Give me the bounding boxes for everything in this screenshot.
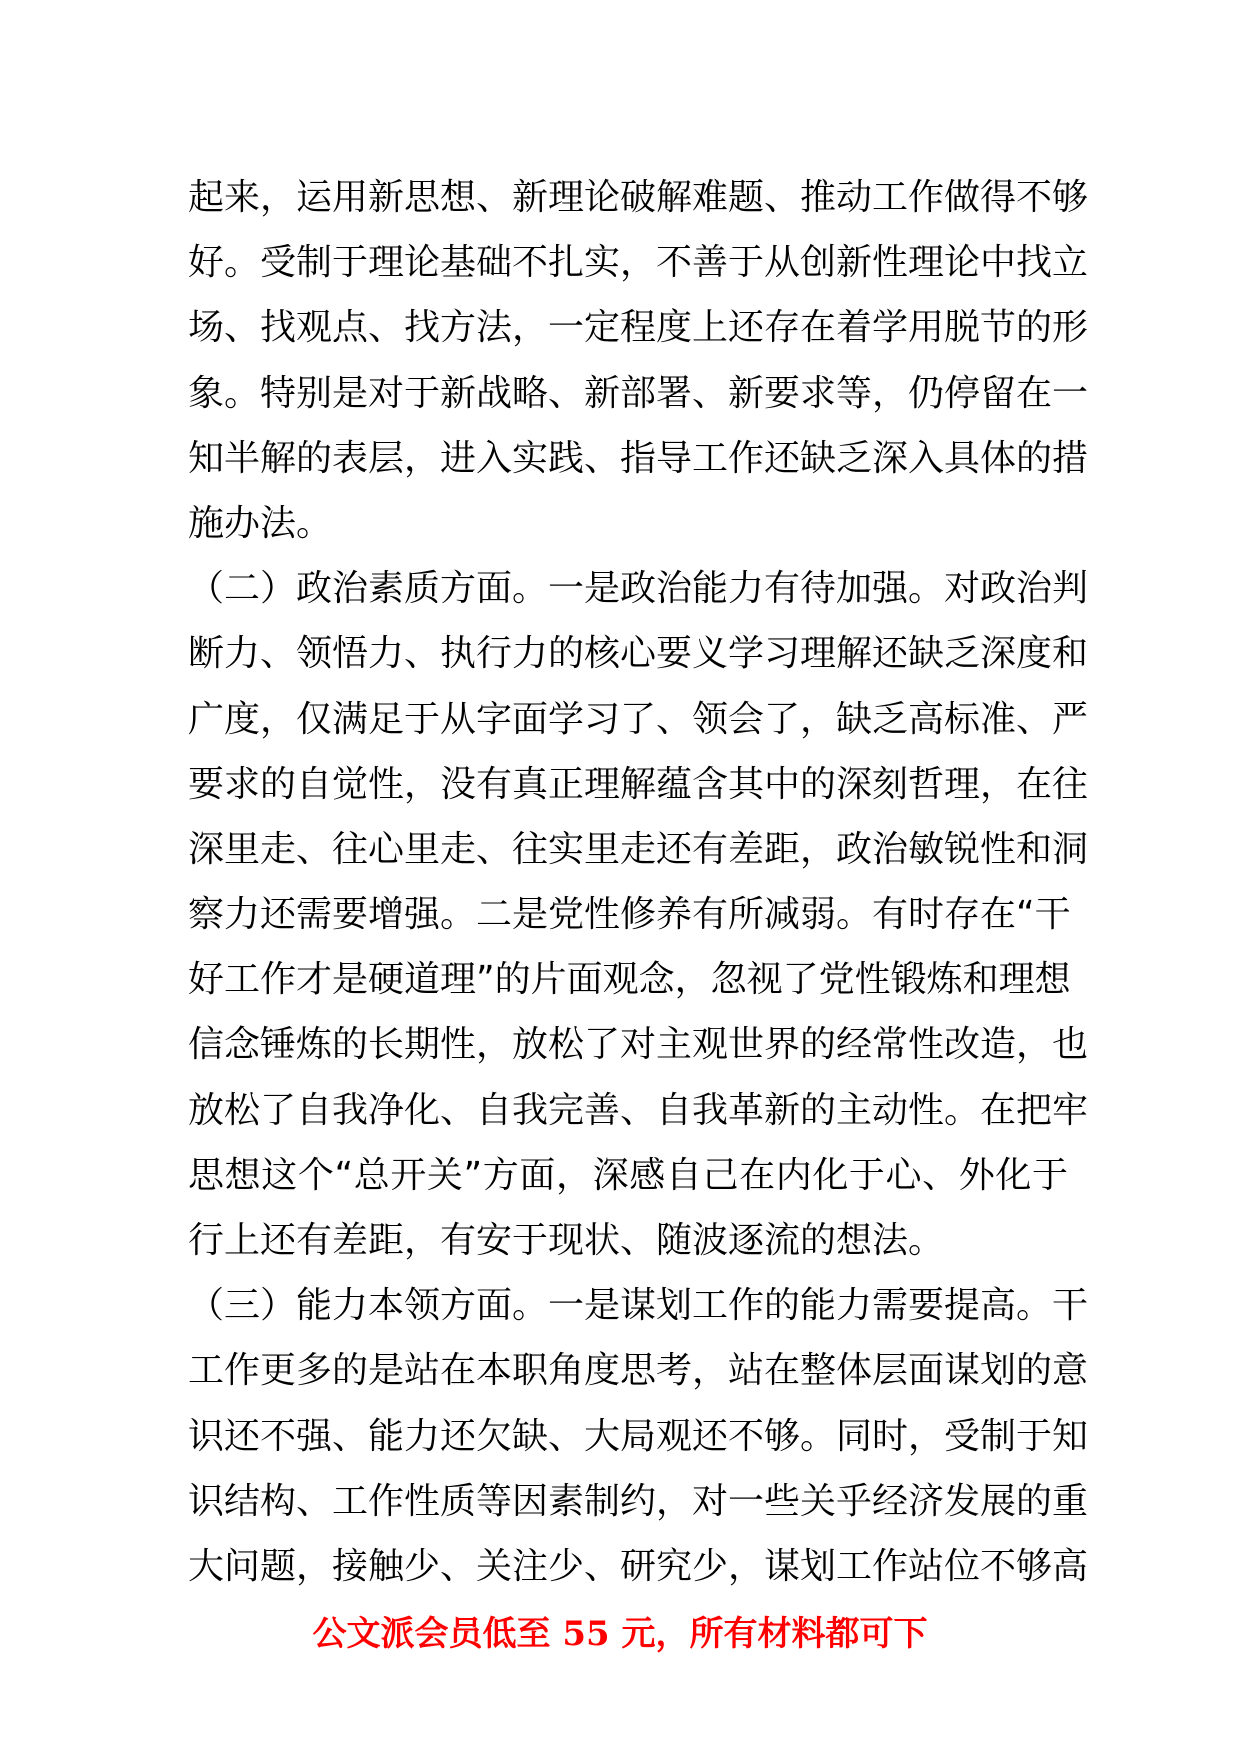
text-line: 信念锤炼的长期性，放松了对主观世界的经常性改造，也: [188, 1024, 1089, 1066]
text-line: 好工作才是硬道理”的片面观念，忽视了党性锻炼和理想: [188, 959, 1071, 1001]
text-line: 大问题，接触少、关注少、研究少，谋划工作站位不够高: [188, 1545, 1089, 1587]
text-line: 思想这个“总开关”方面，深感自己在内化于心、外化于: [188, 1154, 1068, 1196]
text-line: 广度，仅满足于从字面学习了、领会了，缺乏高标准、严: [188, 698, 1089, 740]
text-line: 知半解的表层，进入实践、指导工作还缺乏深入具体的措: [188, 437, 1089, 479]
text-line: 放松了自我净化、自我完善、自我革新的主动性。在把牢: [188, 1089, 1089, 1131]
text-line: （三）能力本领方面。一是谋划工作的能力需要提高。干: [188, 1285, 1089, 1327]
text-line: 施办法。: [188, 502, 333, 544]
text-line: 场、找观点、找方法，一定程度上还存在着学用脱节的形: [188, 307, 1089, 349]
text-line: 要求的自觉性，没有真正理解蕴含其中的深刻哲理，在往: [188, 763, 1089, 805]
text-line: 工作更多的是站在本职角度思考，站在整体层面谋划的意: [188, 1350, 1089, 1392]
text-line: 起来，运用新思想、新理论破解难题、推动工作做得不够: [188, 177, 1089, 218]
text-line: 行上还有差距，有安于现状、随波逐流的想法。: [188, 1220, 945, 1261]
text-line: （二）政治素质方面。一是政治能力有待加强。对政治判: [188, 568, 1089, 610]
promo-banner: 公文派会员低至 55 元，所有材料都可下: [312, 1614, 928, 1654]
text-line: 察力还需要增强。二是党性修养有所减弱。有时存在“干: [188, 894, 1071, 936]
text-line: 识还不强、能力还欠缺、大局观还不够。同时，受制于知: [188, 1415, 1089, 1457]
text-line: 象。特别是对于新战略、新部署、新要求等，仍停留在一: [188, 372, 1089, 414]
text-line: 好。受制于理论基础不扎实，不善于从创新性理论中找立: [188, 242, 1089, 284]
text-line: 识结构、工作性质等因素制约，对一些关乎经济发展的重: [188, 1480, 1089, 1522]
text-line: 深里走、往心里走、往实里走还有差距，政治敏锐性和洞: [188, 828, 1089, 870]
text-line: 断力、领悟力、执行力的核心要义学习理解还缺乏深度和: [188, 633, 1089, 675]
body-text: [188, 165, 1089, 1599]
